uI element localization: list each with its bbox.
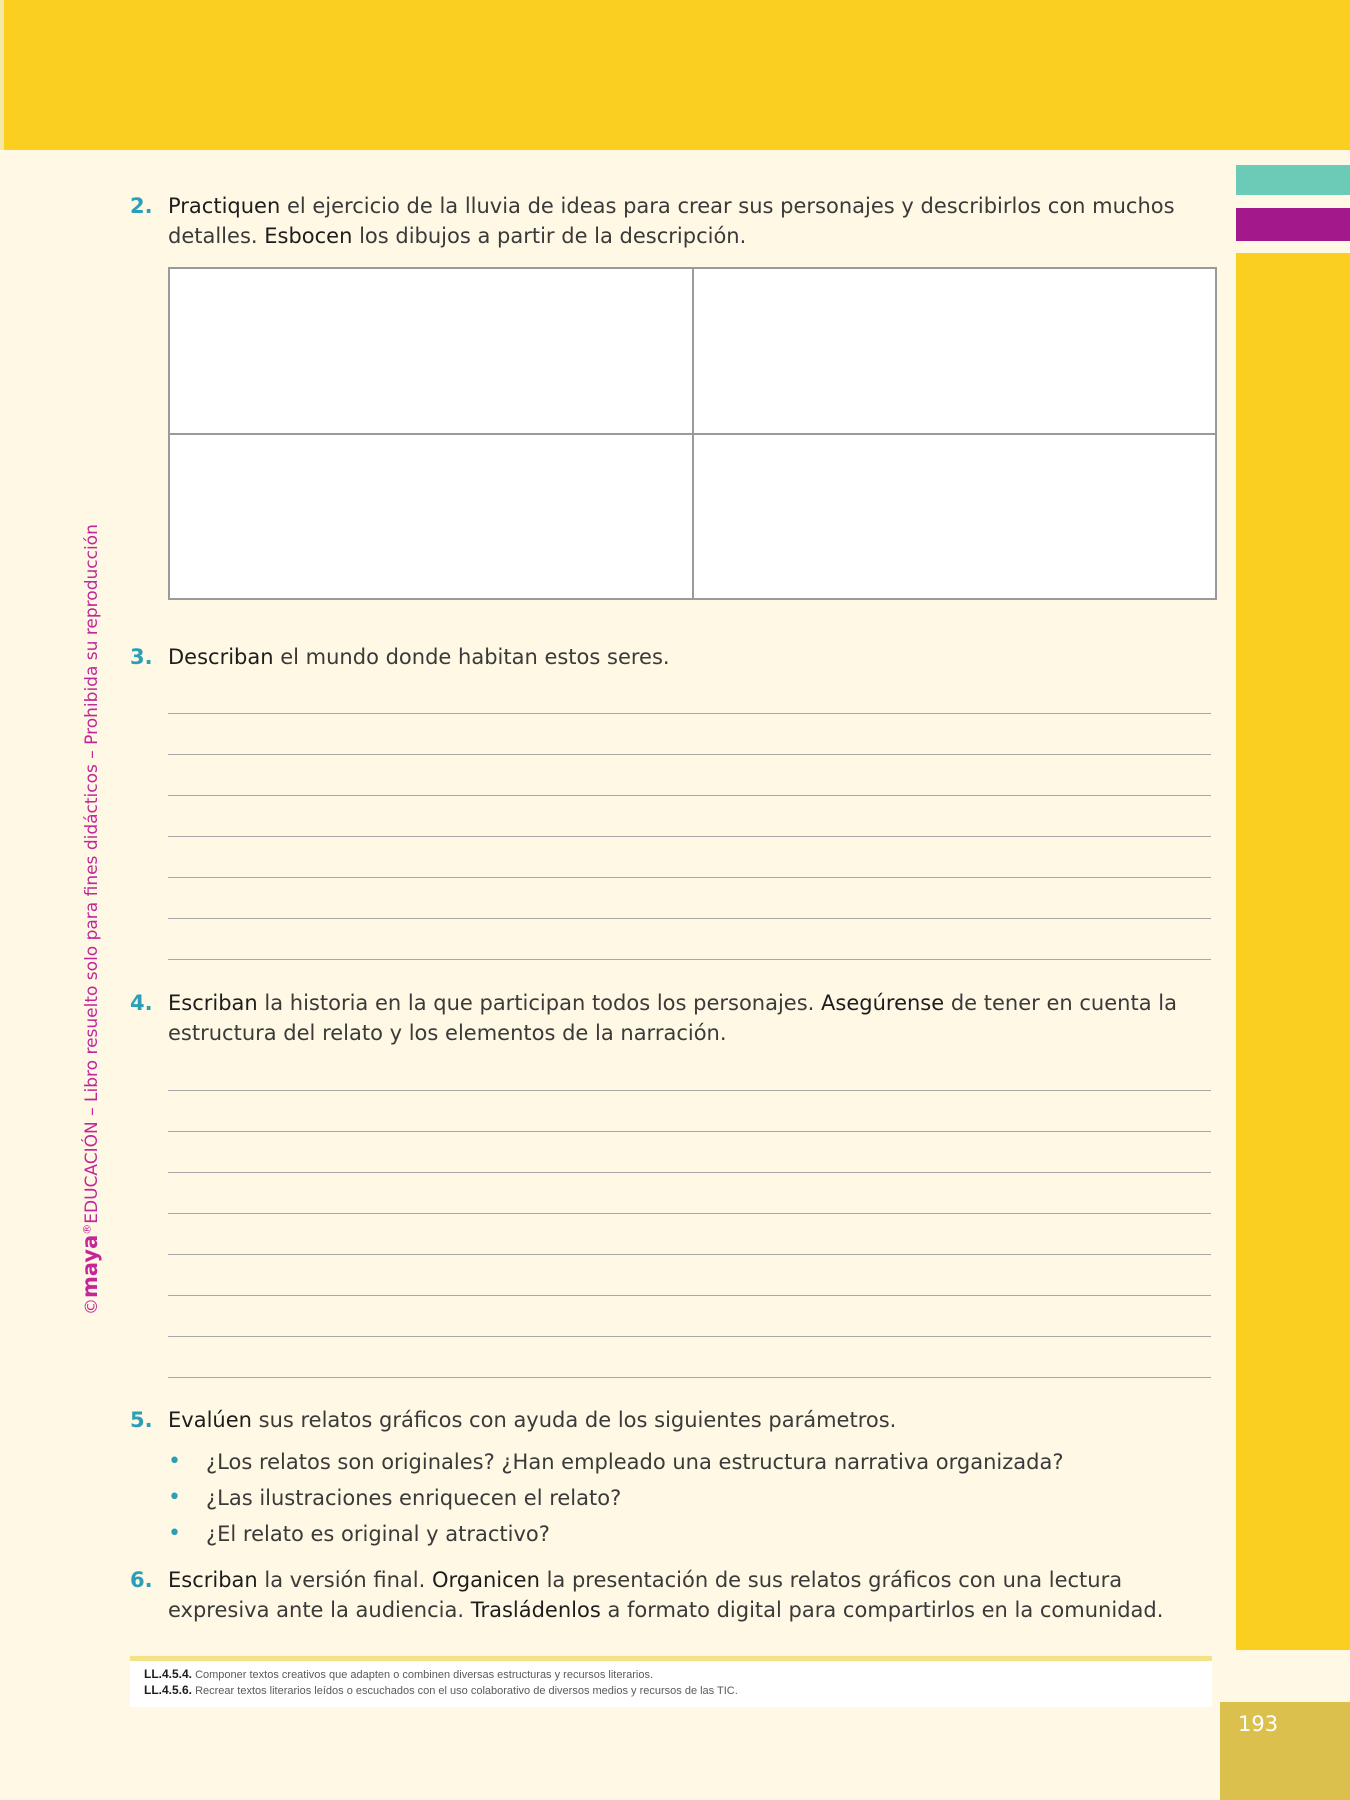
side-bar (1236, 253, 1350, 1650)
question-number: 4. (130, 991, 153, 1015)
instruction-text: el mundo donde habitan estos seres. (273, 645, 670, 669)
page-number: 193 (1238, 1712, 1279, 1736)
question-number: 6. (130, 1568, 153, 1592)
list-item: • ¿Los relatos son originales? ¿Han empleado una estructura narrativa organizada? (168, 1444, 1218, 1480)
question-number: 2. (130, 194, 153, 218)
skills-footnote (130, 1656, 1212, 1707)
sketch-box[interactable] (169, 434, 693, 600)
question-text (168, 642, 1220, 672)
question-3 (130, 642, 1220, 672)
action-verb: Escriban (168, 991, 258, 1015)
answer-line[interactable] (168, 714, 1211, 755)
sketch-box[interactable] (693, 268, 1217, 434)
question-text (168, 1565, 1220, 1625)
sketch-box[interactable] (693, 434, 1217, 600)
action-verb: Describan (168, 645, 274, 669)
instruction-text: los dibujos a partir de la descripción. (352, 224, 747, 248)
skill-line (144, 1667, 1198, 1683)
instruction-text: la versión final. (257, 1568, 432, 1592)
action-verb: Practiquen (168, 194, 281, 218)
question-number: 3. (130, 645, 153, 669)
registered-mark: ® (80, 1223, 94, 1235)
instruction-text: a formato digital para compartirlos en la comunidad. (600, 1598, 1164, 1622)
action-verb: Trasládenlos (470, 1598, 601, 1622)
sketch-grid (168, 267, 1217, 600)
skill-line (144, 1683, 1198, 1699)
answer-line[interactable] (168, 837, 1211, 878)
instruction-text: el ejercicio de la lluvia de ideas para crear sus personajes y describirlos con muchos detalles. (168, 194, 1175, 248)
magenta-tab (1236, 208, 1350, 241)
answer-line[interactable] (168, 1214, 1211, 1255)
action-verb: Escriban (168, 1568, 258, 1592)
question-text (168, 988, 1220, 1048)
list-item: • ¿Las ilustraciones enriquecen el relato? (168, 1480, 1218, 1516)
sketch-box[interactable] (169, 268, 693, 434)
header-band (0, 0, 1350, 150)
evaluation-list (168, 1444, 1218, 1552)
answer-lines (168, 1050, 1211, 1378)
question-2 (130, 191, 1220, 251)
question-number: 5. (130, 1408, 153, 1432)
answer-line[interactable] (168, 1296, 1211, 1337)
instruction-text: la presentación de sus relatos gráficos con una lectura expresiva ante la audiencia. (168, 1568, 1123, 1622)
answer-line[interactable] (168, 919, 1211, 960)
action-verb: Asegúrense (821, 991, 945, 1015)
answer-line[interactable] (168, 1173, 1211, 1214)
instruction-text: sus relatos gráficos con ayuda de los siguientes parámetros. (251, 1408, 897, 1432)
answer-line[interactable] (168, 1050, 1211, 1091)
copyright-text: EDUCACIÓN – Libro resuelto solo para fines didácticos – Prohibida su reproducción (82, 524, 102, 1224)
skill-code: LL.4.5.4. (144, 1667, 193, 1681)
action-verb: Esbocen (264, 224, 353, 248)
copyright-symbol: © (82, 1298, 102, 1315)
answer-line[interactable] (168, 673, 1211, 714)
question-6 (130, 1565, 1220, 1625)
question-text (168, 1405, 1220, 1435)
teal-tab (1236, 165, 1350, 195)
question-text (168, 191, 1220, 251)
answer-line[interactable] (168, 878, 1211, 919)
skill-text: Componer textos creativos que adapten o combinen diversas estructuras y recursos literarios. (192, 1669, 654, 1681)
answer-lines (168, 673, 1211, 960)
instruction-text: la historia en la que participan todos los personajes. (257, 991, 822, 1015)
answer-line[interactable] (168, 1337, 1211, 1378)
answer-line[interactable] (168, 1091, 1211, 1132)
question-4 (130, 988, 1220, 1048)
answer-line[interactable] (168, 796, 1211, 837)
skill-text: Recrear textos literarios leídos o escuchados con el uso colaborativo de diversos medios y recursos de las TIC. (192, 1685, 738, 1697)
answer-line[interactable] (168, 1255, 1211, 1296)
list-item: • ¿El relato es original y atractivo? (168, 1516, 1218, 1552)
answer-line[interactable] (168, 755, 1211, 796)
question-5 (130, 1405, 1220, 1435)
action-verb: Organicen (431, 1568, 540, 1592)
skill-code: LL.4.5.6. (144, 1683, 193, 1697)
answer-line[interactable] (168, 1132, 1211, 1173)
action-verb: Evalúen (168, 1408, 252, 1432)
instruction-text: de tener en cuenta la estructura del relato y los elementos de la narración. (168, 991, 1177, 1045)
copyright-notice (78, 524, 102, 1315)
brand-logo: maya (78, 1234, 102, 1298)
